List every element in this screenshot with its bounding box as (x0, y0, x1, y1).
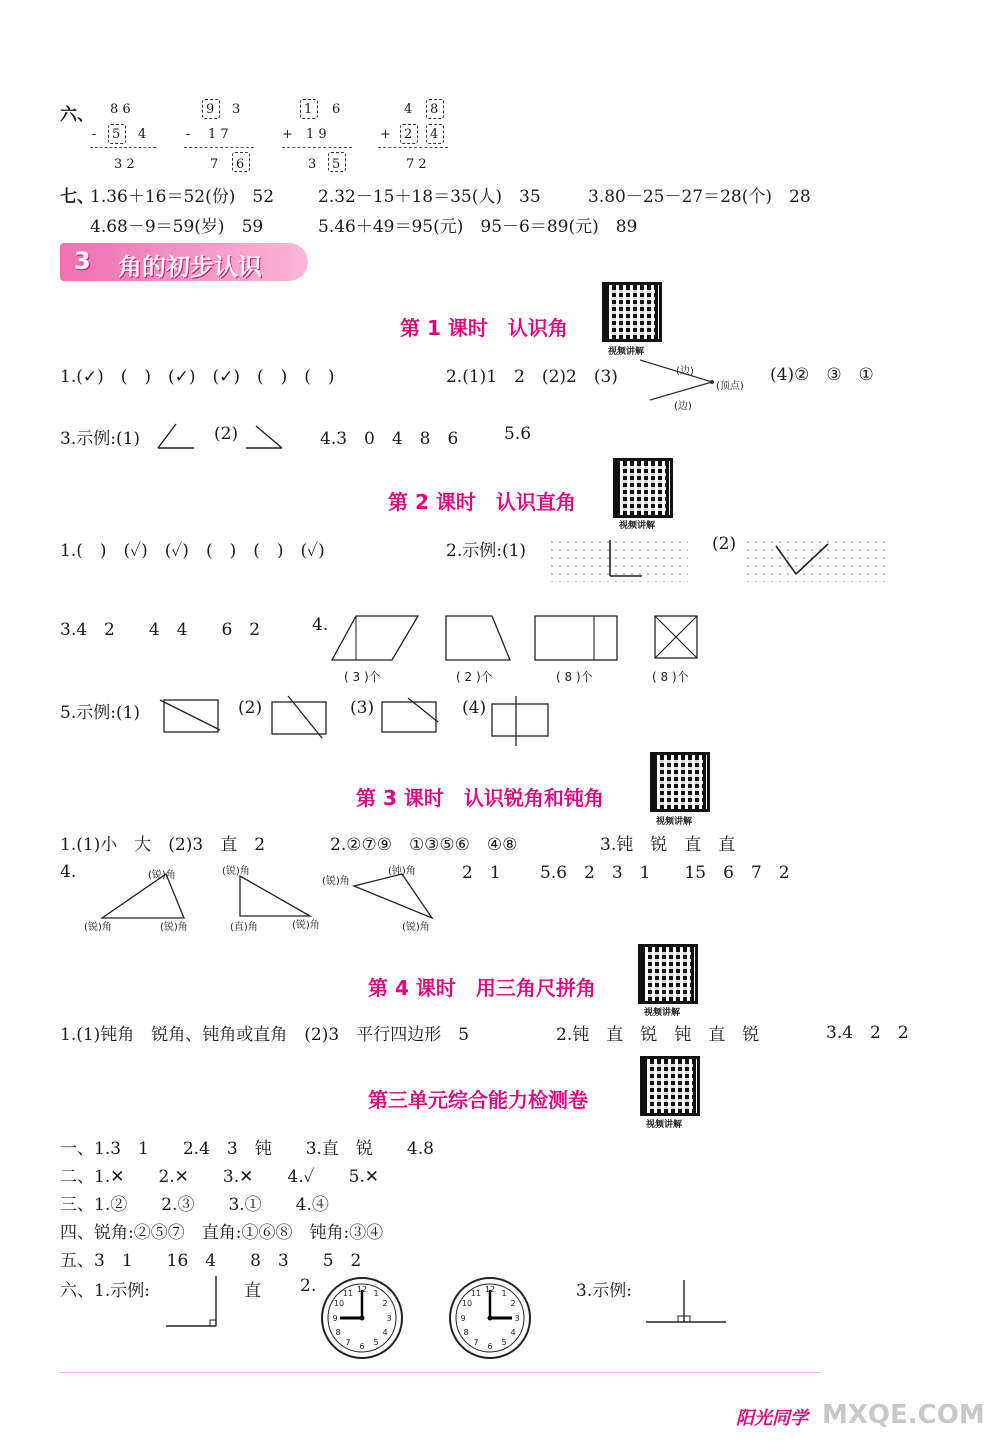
perpendicular-example (644, 1278, 728, 1328)
sec7-q5: 5.46＋49＝95(元) 95－6＝89(元) 89 (318, 217, 638, 237)
p3-a2: 6 (332, 102, 341, 117)
qr-label: 视频讲解 (608, 347, 645, 357)
t1-right: (锐)角 (160, 922, 188, 933)
unit-r6-zhi: 直 (244, 1281, 261, 1301)
sec7-label: 七、 (60, 187, 94, 207)
svg-text:2: 2 (510, 1299, 516, 1308)
banner-title: 角的初步认识 (118, 253, 262, 281)
svg-text:8: 8 (335, 1328, 341, 1337)
svg-text:12: 12 (356, 1285, 368, 1294)
p1-op: - (92, 127, 97, 142)
p1-b1: 5 (112, 127, 121, 142)
footer-line (60, 1372, 820, 1373)
p2-a1: 9 (206, 102, 215, 117)
rect-cut-2 (270, 696, 330, 740)
svg-text:7: 7 (345, 1338, 351, 1347)
svg-text:10: 10 (333, 1299, 345, 1308)
l2-count-4: ( 8 )个 (652, 670, 689, 684)
brand-logo: 阳光同学 (736, 1408, 808, 1429)
p4-op: + (380, 127, 391, 142)
p1-top: 8 6 (110, 102, 131, 117)
p4-b1: 2 (404, 127, 413, 142)
sec7-q2: 2.32－15＋18＝35(人) 35 (318, 187, 541, 207)
triangle-2 (236, 874, 316, 918)
p2-r1: 7 (210, 157, 219, 172)
unit-r6: 六、1.示例: (60, 1281, 150, 1301)
example-angle-2 (246, 424, 286, 450)
p2-b: 1 7 (208, 127, 229, 142)
p4-result: 7 2 (406, 157, 427, 172)
unit-r6-2: 2. (300, 1276, 317, 1296)
t3-bottom: (锐)角 (402, 922, 430, 933)
unit-title: 第三单元综合能力检测卷 (368, 1088, 588, 1112)
clock-icon (320, 1276, 404, 1360)
clock-icon (448, 1276, 532, 1360)
unit-r1: 一、1.3 1 2.4 3 钝 3.直 锐 4.8 (60, 1139, 434, 1159)
unit-r2: 二、1.✕ 2.✕ 3.✕ 4.✓ 5.✕ (60, 1167, 380, 1187)
unit-r3: 三、1.② 2.③ 3.① 4.④ (60, 1195, 329, 1215)
l4-q3: 3.4 2 2 (826, 1023, 909, 1043)
svg-text:11: 11 (342, 1289, 354, 1298)
svg-text:11: 11 (470, 1289, 482, 1298)
l1-q3-2: (2) (214, 424, 239, 444)
l4-q1: 1.(1)钝角 锐角、钝角或直角 (2)3 平行四边形 5 (60, 1025, 470, 1045)
svg-text:7: 7 (473, 1338, 479, 1347)
l1-q3: 3.示例:(1) (60, 429, 141, 449)
p1-line (90, 147, 156, 148)
t2-left: (直)角 (230, 922, 258, 933)
l2-q3: 3.4 2 4 4 6 2 (60, 620, 261, 640)
svg-text:5: 5 (501, 1338, 507, 1347)
t1-top: (锐)角 (148, 870, 176, 881)
l3-q4-ans: 2 1 (462, 863, 501, 883)
l1-q5: 5.6 (504, 424, 532, 444)
l2-count-2: ( 2 )个 (456, 670, 493, 684)
svg-text:9: 9 (332, 1314, 338, 1323)
l2-q5-3: (3) (350, 698, 375, 718)
triangle-3 (352, 872, 436, 922)
lesson4-title: 第 4 课时 用三角尺拼角 (368, 976, 596, 1000)
l1-edge-1: (边) (676, 366, 694, 377)
parallelogram (330, 614, 420, 664)
sec7-q4: 4.68－9＝59(岁) 59 (90, 217, 264, 237)
t2-top: (锐)角 (222, 866, 250, 877)
l3-q4: 4. (60, 862, 77, 882)
l3-q2: 2.②⑦⑨ ①③⑤⑥ ④⑧ (330, 835, 518, 855)
l3-q1: 1.(1)小 大 (2)3 直 2 (60, 835, 266, 855)
svg-text:2: 2 (382, 1299, 388, 1308)
right-angle-1 (608, 540, 644, 580)
svg-text:6: 6 (359, 1342, 365, 1351)
unit-r5: 五、3 1 16 4 8 3 5 2 (60, 1251, 362, 1271)
lesson1-title: 第 1 课时 认识角 (400, 316, 568, 340)
l1-vertex: (顶点) (716, 381, 744, 392)
sec7-q3: 3.80－25－27＝28(个) 28 (588, 187, 811, 207)
l3-q5: 5.6 2 3 1 15 6 7 2 (540, 863, 790, 883)
p2-op: - (186, 127, 191, 142)
l2-q5-4: (4) (462, 698, 487, 718)
svg-text:5: 5 (373, 1338, 379, 1347)
l1-q1: 1.(✓) ( ) (✓) (✓) ( ) ( ) (60, 367, 335, 387)
p4-a2: 8 (430, 102, 439, 117)
rectangle-split (534, 614, 620, 664)
p3-a1: 1 (304, 102, 313, 117)
t3-top: (钝)角 (388, 866, 416, 877)
svg-text:12: 12 (484, 1285, 496, 1294)
banner-num: 3 (74, 247, 91, 275)
p3-r2: 5 (332, 157, 341, 172)
l3-q3: 3.钝 锐 直 直 (600, 835, 736, 855)
p4-b2: 4 (430, 127, 439, 142)
qr-code-icon[interactable] (602, 282, 662, 342)
svg-text:9: 9 (460, 1314, 466, 1323)
qr-label: 视频讲解 (644, 1008, 681, 1018)
rect-cut-3 (380, 696, 442, 736)
sec7-q1: 1.36＋16＝52(份) 52 (90, 187, 275, 207)
qr-label: 视频讲解 (619, 521, 656, 531)
t2-right: (锐)角 (292, 920, 320, 931)
qr-code-icon[interactable] (613, 458, 673, 518)
l2-q2-2: (2) (712, 534, 737, 554)
p2-r2: 6 (236, 157, 245, 172)
qr-label: 视频讲解 (656, 817, 693, 827)
svg-text:4: 4 (382, 1328, 388, 1337)
rect-cut-1 (158, 696, 222, 736)
triangle-1 (100, 872, 190, 922)
p1-result: 3 2 (114, 157, 135, 172)
trapezoid (440, 614, 512, 664)
l1-q4: 4.3 0 4 8 6 (320, 429, 459, 449)
right-angle-example (166, 1274, 222, 1330)
qr-code-icon[interactable] (640, 1056, 700, 1116)
square-cross (654, 614, 700, 664)
qr-label: 视频讲解 (646, 1120, 683, 1130)
svg-text:10: 10 (461, 1299, 473, 1308)
l1-q2-4: (4)② ③ ① (770, 365, 874, 385)
l1-edge-2: (边) (674, 401, 692, 412)
right-angle-2 (776, 540, 832, 580)
watermark: MXQE.COM (822, 1400, 985, 1430)
unit-r4: 四、锐角:②⑤⑦ 直角:①⑥⑧ 钝角:③④ (60, 1223, 384, 1243)
p3-op: + (282, 127, 293, 142)
l2-q1: 1.( ) (✓) (✓) ( ) ( ) (✓) (60, 541, 325, 561)
unit-r6-3: 3.示例: (576, 1281, 632, 1301)
l2-count-1: ( 3 )个 (344, 670, 381, 684)
rect-cut-4 (490, 696, 552, 748)
qr-code-icon[interactable] (638, 944, 698, 1004)
l1-q2: 2.(1)1 2 (2)2 (3) (446, 367, 618, 387)
t3-left: (锐)角 (322, 876, 350, 887)
lesson2-title: 第 2 课时 认识直角 (388, 490, 576, 514)
example-angle-1 (158, 424, 198, 450)
chapter-banner (60, 243, 308, 281)
p4-line (378, 147, 448, 148)
svg-text:1: 1 (373, 1289, 379, 1298)
l2-q5-2: (2) (238, 698, 263, 718)
qr-code-icon[interactable] (650, 752, 710, 812)
p2-a2: 3 (232, 102, 241, 117)
p3-b: 1 9 (306, 127, 327, 142)
p4-a1: 4 (404, 102, 413, 117)
l2-q2: 2.示例:(1) (446, 541, 527, 561)
svg-text:1: 1 (501, 1289, 507, 1298)
svg-text:3: 3 (514, 1314, 520, 1323)
svg-text:3: 3 (386, 1314, 392, 1323)
p3-r1: 3 (308, 157, 317, 172)
p3-line (282, 147, 352, 148)
svg-text:8: 8 (463, 1328, 469, 1337)
l4-q2: 2.钝 直 锐 钝 直 锐 (556, 1025, 760, 1045)
svg-text:6: 6 (487, 1342, 493, 1351)
l2-count-3: ( 8 )个 (556, 670, 593, 684)
l2-q4: 4. (312, 615, 329, 635)
sec6-label: 六、 (60, 105, 94, 125)
p1-b2: 4 (138, 127, 147, 142)
l2-q5: 5.示例:(1) (60, 703, 141, 723)
lesson3-title: 第 3 课时 认识锐角和钝角 (356, 786, 604, 810)
svg-text:4: 4 (510, 1328, 516, 1337)
t1-left: (锐)角 (84, 922, 112, 933)
p2-line (184, 147, 254, 148)
